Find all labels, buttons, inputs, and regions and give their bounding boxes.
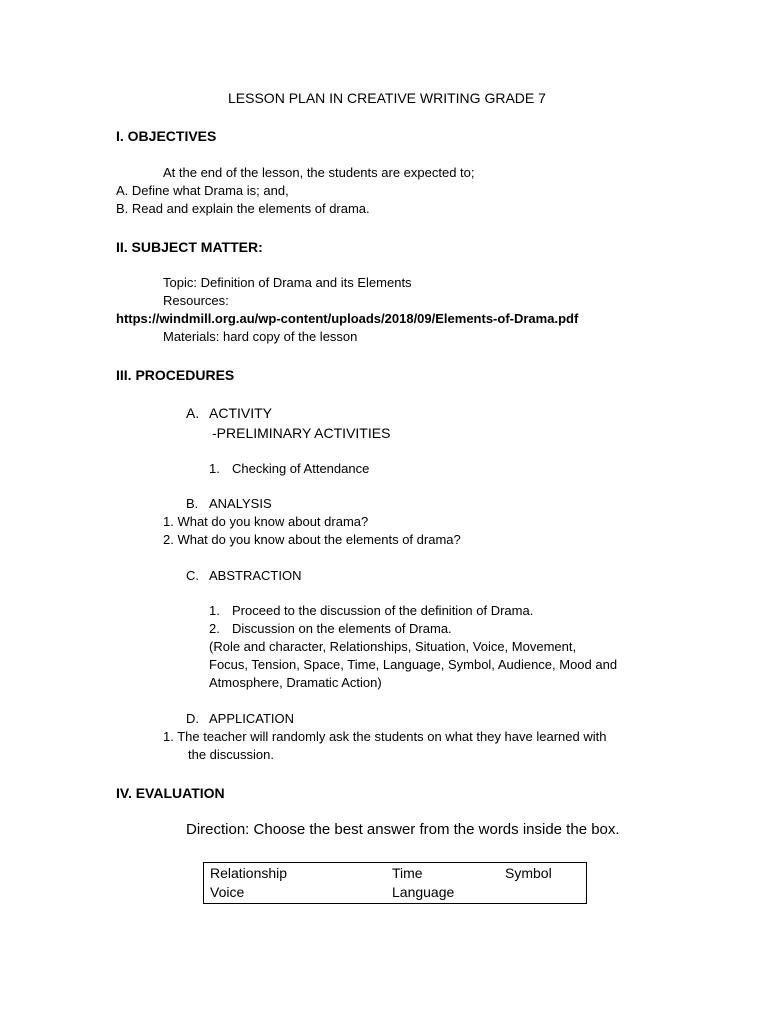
- application-line: the discussion.: [188, 747, 274, 762]
- abstraction-note-line: Atmosphere, Dramatic Action): [209, 675, 382, 690]
- analysis-title: ANALYSIS: [209, 496, 272, 511]
- abstraction-item-number: 1.: [209, 603, 220, 618]
- objective-item: B. Read and explain the elements of drama.: [116, 201, 370, 216]
- procedures-heading: III. PROCEDURES: [116, 367, 235, 383]
- word-box-item: Time: [392, 865, 423, 881]
- word-box-item: Voice: [210, 884, 245, 900]
- abstraction-title: ABSTRACTION: [209, 568, 302, 583]
- topic-text: Topic: Definition of Drama and its Elements: [163, 275, 412, 290]
- application-line: 1. The teacher will randomly ask the students on what they have learned with: [163, 729, 607, 744]
- materials-text: Materials: hard copy of the lesson: [163, 329, 358, 344]
- objectives-intro: At the end of the lesson, the students are expected to;: [163, 165, 475, 180]
- abstraction-label: C.: [186, 568, 199, 583]
- abstraction-item-number: 2.: [209, 621, 220, 636]
- activity-subtitle: -PRELIMINARY ACTIVITIES: [212, 425, 391, 441]
- word-box-item: Symbol: [505, 865, 552, 881]
- abstraction-item-text: Proceed to the discussion of the definition of Drama.: [232, 603, 534, 618]
- analysis-item: 2. What do you know about the elements of drama?: [163, 532, 461, 547]
- analysis-label: B.: [186, 496, 199, 511]
- objective-item: A. Define what Drama is; and,: [116, 183, 289, 198]
- abstraction-note-line: Focus, Tension, Space, Time, Language, Symbol, Audience, Mood and: [209, 657, 618, 672]
- evaluation-heading: IV. EVALUATION: [116, 785, 225, 801]
- objectives-heading: I. OBJECTIVES: [116, 128, 217, 144]
- activity-item-text: Checking of Attendance: [232, 461, 370, 476]
- activity-label: A.: [186, 405, 200, 421]
- word-box-item: Relationship: [210, 865, 288, 881]
- analysis-item: 1. What do you know about drama?: [163, 514, 369, 529]
- activity-item-number: 1.: [209, 461, 220, 476]
- word-box: [203, 862, 587, 904]
- application-label: D.: [186, 711, 199, 726]
- abstraction-item-text: Discussion on the elements of Drama.: [232, 621, 452, 636]
- evaluation-direction: Direction: Choose the best answer from the words inside the box.: [186, 821, 620, 838]
- resources-link[interactable]: https://windmill.org.au/wp-content/uploads/2018/09/Elements-of-Drama.pdf: [116, 311, 579, 326]
- subject-matter-heading: II. SUBJECT MATTER:: [116, 239, 263, 255]
- resources-label: Resources:: [163, 293, 229, 308]
- application-title: APPLICATION: [209, 711, 295, 726]
- abstraction-note-line: (Role and character, Relationships, Situation, Voice, Movement,: [209, 639, 577, 654]
- activity-title: ACTIVITY: [209, 405, 273, 421]
- word-box-item: Language: [392, 884, 455, 900]
- document-title: LESSON PLAN IN CREATIVE WRITING GRADE 7: [228, 90, 546, 106]
